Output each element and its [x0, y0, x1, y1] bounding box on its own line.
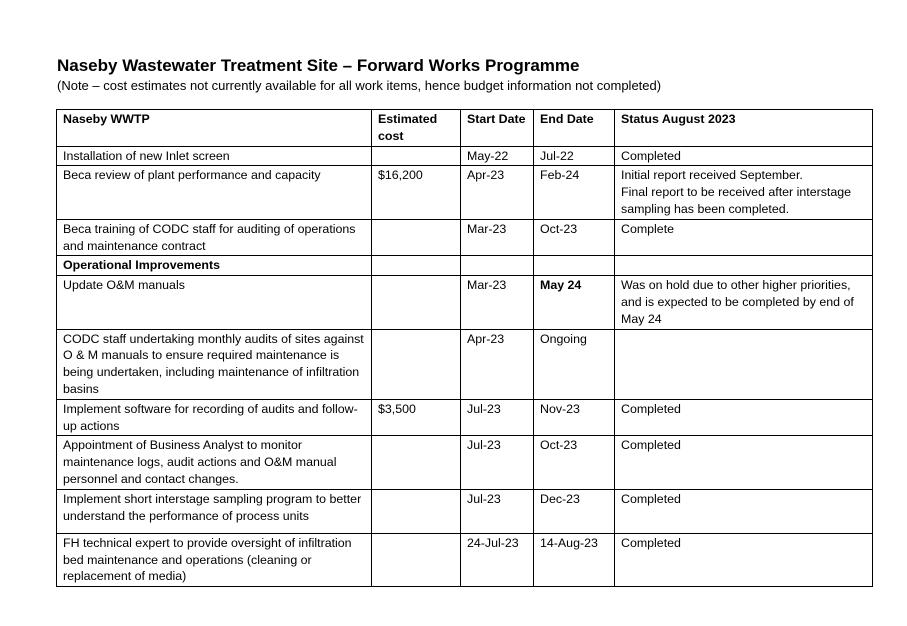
cell-item: Appointment of Business Analyst to monitor maintenance logs, audit actions and O&M manual personnel and contact changes.	[57, 436, 372, 489]
cell-status	[615, 256, 873, 276]
cell-item: CODC staff undertaking monthly audits of sites against O & M manuals to ensure required maintenance is being undertaken, including maintenance of infiltration basins	[57, 329, 372, 399]
cell-end: Jul-22	[534, 146, 615, 166]
cell-cost: $16,200	[372, 166, 461, 219]
header-estimated-cost: Estimated cost	[372, 110, 461, 147]
cell-cost	[372, 533, 461, 586]
cell-item: Installation of new Inlet screen	[57, 146, 372, 166]
document-title: Naseby Wastewater Treatment Site – Forward Works Programme	[57, 56, 580, 75]
cell-end: Oct-23	[534, 219, 615, 256]
cell-start: Mar-23	[461, 276, 534, 329]
cell-end: Feb-24	[534, 166, 615, 219]
cell-cost	[372, 436, 461, 489]
table-row	[57, 166, 873, 219]
cell-start: Apr-23	[461, 329, 534, 399]
table-row	[57, 256, 873, 276]
cell-item: Implement software for recording of audits and follow-up actions	[57, 399, 372, 436]
cell-end: Oct-23	[534, 436, 615, 489]
cell-cost	[372, 219, 461, 256]
document-note: (Note – cost estimates not currently available for all work items, hence budget information not completed)	[57, 78, 662, 93]
cell-status: Completed	[615, 533, 873, 586]
cell-end: May 24	[534, 276, 615, 329]
cell-item: Beca review of plant performance and capacity	[57, 166, 372, 219]
table-row	[57, 489, 873, 533]
cell-item: FH technical expert to provide oversight of infiltration bed maintenance and operations (cleaning or replacement of media)	[57, 533, 372, 586]
cell-status: Completed	[615, 399, 873, 436]
header-status: Status August 2023	[615, 110, 873, 147]
table-row	[57, 436, 873, 489]
table-row	[57, 329, 873, 399]
cell-start: Apr-23	[461, 166, 534, 219]
cell-end	[534, 256, 615, 276]
cell-end: Nov-23	[534, 399, 615, 436]
cell-cost	[372, 146, 461, 166]
cell-status: Completed	[615, 146, 873, 166]
cell-start: Mar-23	[461, 219, 534, 256]
table-row	[57, 399, 873, 436]
cell-status: Completed	[615, 489, 873, 533]
cell-end: 14-Aug-23	[534, 533, 615, 586]
cell-item: Beca training of CODC staff for auditing of operations and maintenance contract	[57, 219, 372, 256]
cell-start: Jul-23	[461, 399, 534, 436]
cell-status	[615, 329, 873, 399]
cell-end: Dec-23	[534, 489, 615, 533]
forward-works-table	[56, 109, 873, 587]
cell-start: Jul-23	[461, 436, 534, 489]
cell-item: Update O&M manuals	[57, 276, 372, 329]
cell-start: Jul-23	[461, 489, 534, 533]
header-item: Naseby WWTP	[57, 110, 372, 147]
cell-section-heading: Operational Improvements	[57, 256, 372, 276]
cell-cost	[372, 489, 461, 533]
cell-cost: $3,500	[372, 399, 461, 436]
header-start-date: Start Date	[461, 110, 534, 147]
cell-status: Completed	[615, 436, 873, 489]
cell-status: Was on hold due to other higher priorities, and is expected to be completed by end of May 24	[615, 276, 873, 329]
table-row	[57, 146, 873, 166]
cell-start: May-22	[461, 146, 534, 166]
table-row	[57, 276, 873, 329]
table-header-row	[57, 110, 873, 147]
cell-end: Ongoing	[534, 329, 615, 399]
table-row	[57, 533, 873, 586]
cell-start: 24-Jul-23	[461, 533, 534, 586]
cell-cost	[372, 329, 461, 399]
cell-cost	[372, 256, 461, 276]
cell-item: Implement short interstage sampling program to better understand the performance of process units	[57, 489, 372, 533]
header-end-date: End Date	[534, 110, 615, 147]
table-row	[57, 219, 873, 256]
cell-status: Complete	[615, 219, 873, 256]
cell-start	[461, 256, 534, 276]
cell-status: Initial report received September. Final report to be received after interstage sampling has been completed.	[615, 166, 873, 219]
cell-cost	[372, 276, 461, 329]
